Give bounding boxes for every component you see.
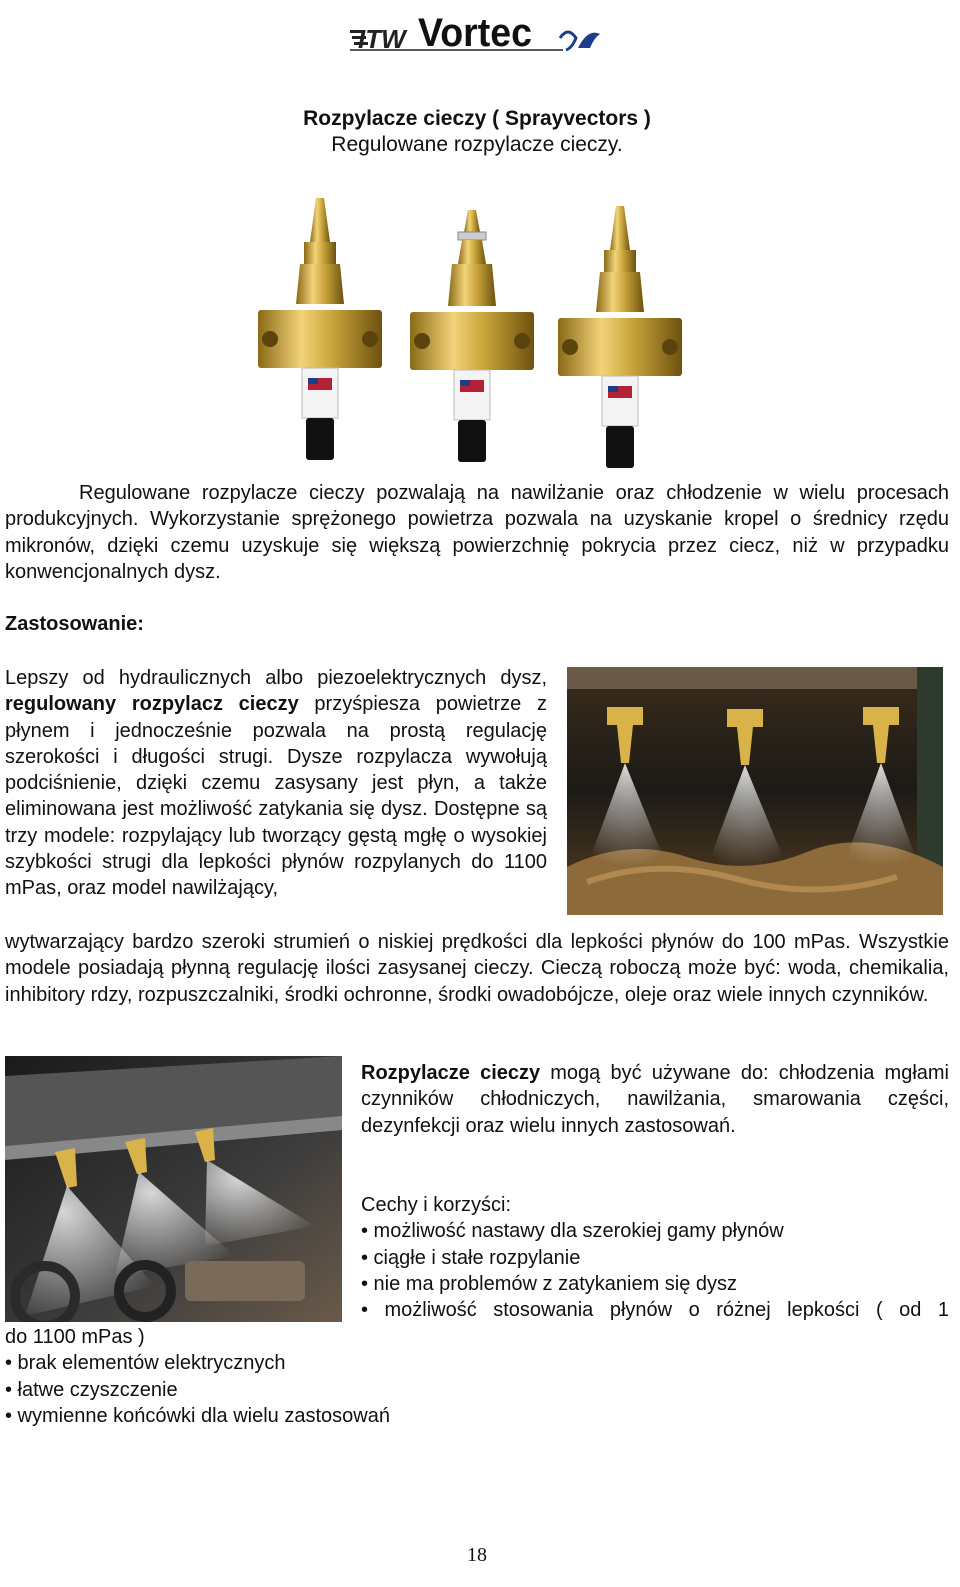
features-list-continued [5, 1324, 949, 1429]
application-paragraph [5, 665, 547, 902]
nozzle-1 [258, 198, 382, 460]
logo-itw-text: ITW [358, 24, 406, 54]
product-nozzles-image [250, 192, 690, 472]
page-number: 18 [467, 1544, 487, 1566]
application-continuation: wytwarzający bardzo szeroki strumień o niskiej prędkości dla lepkości płynów do 100 mPas. Wszystkie modele posiadają płynną regulację ilości zasysanej cieczy. Cieczą roboczą może być: woda, chemikalia, inhibitory rdzy, rozpuszczalniki, środki ochronne, środki owadobójcze, oleje oraz wiele innych czynników. [5, 931, 949, 1006]
feature-item: • możliwość stosowania płynów o różnej lepkości ( od 1 [361, 1299, 949, 1322]
page-title: Rozpylacze cieczy ( Sprayvectors ) [303, 107, 651, 130]
feature-item: • wymienne końcówki dla wielu zastosowań [5, 1404, 390, 1427]
nozzle-2 [410, 210, 534, 462]
application-text-pre: Lepszy od hydraulicznych albo piezoelektrycznych dysz, [5, 667, 547, 689]
feature-item: • brak elementów elektrycznych [5, 1352, 286, 1375]
feature-item: • nie ma problemów z zatykaniem się dysz [361, 1272, 738, 1295]
feature-item-continuation: do 1100 mPas ) [5, 1326, 145, 1348]
application-text-post: przyśpiesza powietrze z płynem i jednocześnie pozwala na prostą regulację szerokości i długości strugi. Dysze rozpylacza wywołują podciśnienie, dzięki czemu zasysany jest płyn, a także eliminowana jest możliwość zatykania się dysz. Dostępne są trzy modele: rozpylający lub tworzący gęstą mgłę o wysokiej szybkości strugi dla lepkości płynów rozpylanych do 1100 mPas, oraz model nawilżający, [5, 693, 547, 900]
spray-application-photo [567, 667, 943, 915]
page-subtitle: Regulowane rozpylacze cieczy. [331, 133, 623, 156]
feature-item: • ciągłe i stałe rozpylanie [361, 1246, 581, 1269]
itw-vortec-logo [348, 8, 610, 54]
features-heading: Cechy i korzyści: [361, 1194, 512, 1216]
application-heading: Zastosowanie: [5, 613, 144, 635]
usage-paragraph [361, 1060, 949, 1139]
intro-paragraph: Regulowane rozpylacze cieczy pozwalają na nawilżanie oraz chłodzenie w wielu procesach produkcyjnych. Wykorzystanie sprężonego powietrza pozwala na uzyskanie kropel o średnicy rzędu mikronów, dzięki czemu uzyskuje się większą powierzchnię pokrycia przez ciecz, niż w przypadku konwencjonalnych dysz. [5, 482, 949, 583]
application-text-bold: regulowany rozpylacz cieczy [5, 693, 299, 716]
usage-text: mogą być używane do: chłodzenia mgłami czynników chłodniczych, nawilżania, smarowania części, dezynfekcji oraz wielu innych zastosowań. [361, 1062, 949, 1137]
feature-item: • możliwość nastawy dla szerokiej gamy płynów [361, 1220, 784, 1243]
logo-vortec-text: Vortec [418, 11, 532, 54]
nozzle-3 [558, 206, 682, 468]
feature-item: • łatwe czyszczenie [5, 1378, 178, 1401]
features-list [361, 1192, 949, 1323]
logo-wing-icon [578, 33, 600, 48]
logo-swirl-icon [560, 32, 576, 50]
machinery-misting-photo [5, 1056, 342, 1322]
title-block [0, 106, 954, 158]
usage-text-bold: Rozpylacze cieczy [361, 1062, 541, 1084]
